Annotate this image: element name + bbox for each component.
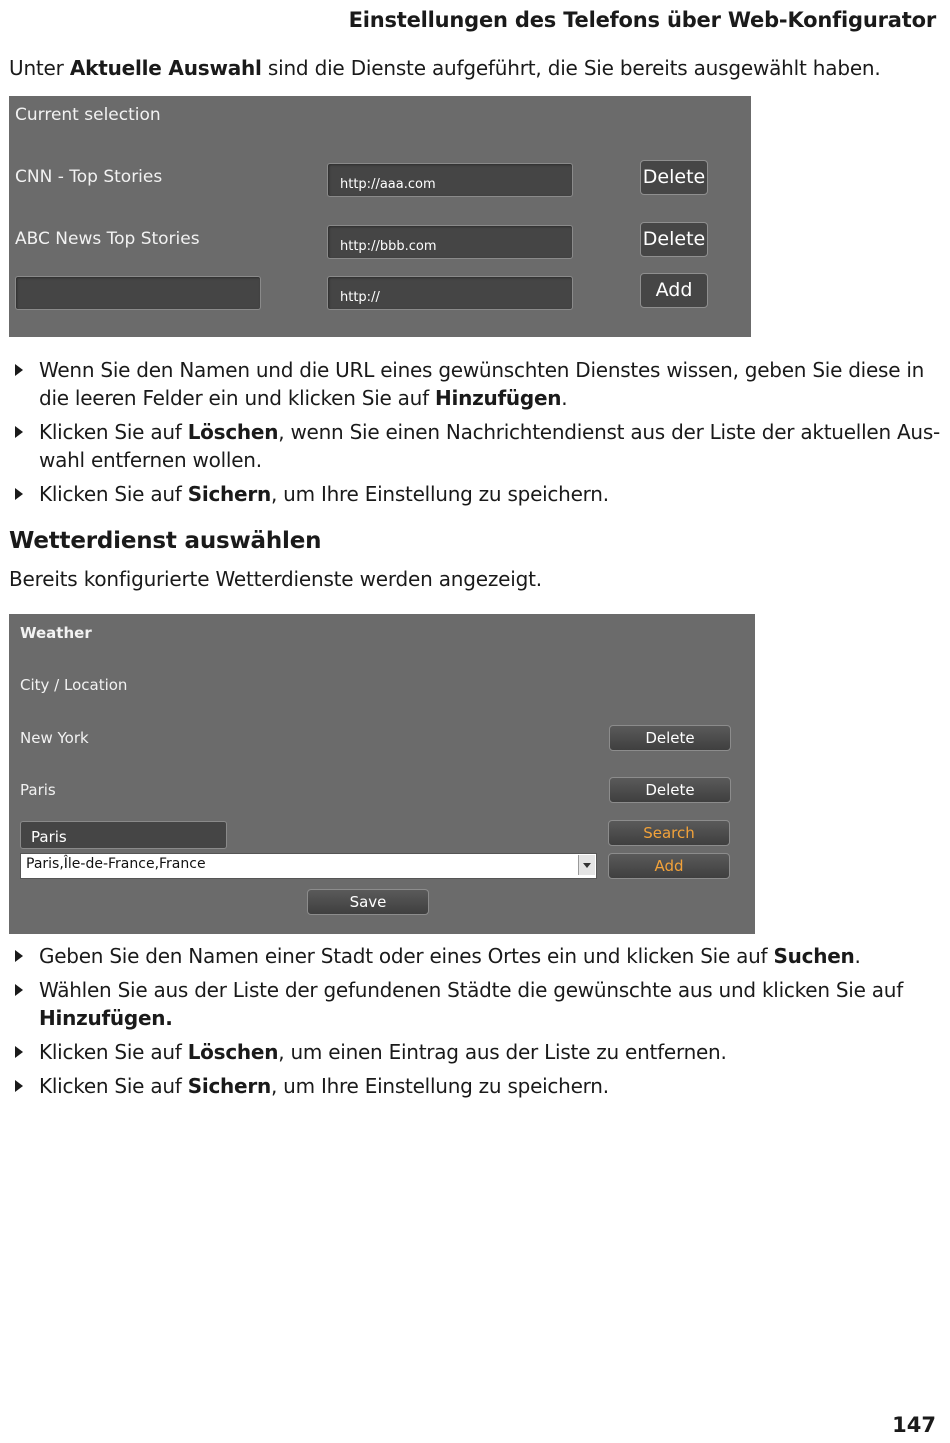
service-url-field[interactable]: http://bbb.com xyxy=(327,225,573,259)
list-item: Klicken Sie auf Sichern, um Ihre Einstellung zu speichern. xyxy=(9,1072,944,1100)
service-url-field[interactable]: http://aaa.com xyxy=(327,163,573,197)
delete-button[interactable]: Delete xyxy=(609,777,731,803)
column-label: City / Location xyxy=(20,676,128,694)
city-name: Paris xyxy=(20,781,56,799)
city-search-input[interactable]: Paris xyxy=(20,821,227,849)
bullet-arrow-icon xyxy=(15,1080,23,1092)
weather-panel xyxy=(9,614,755,934)
current-selection-panel xyxy=(9,96,751,337)
list-item: Wählen Sie aus der Liste der gefundenen Städte die gewünschte aus und klicken Sie auf Hinzufügen. xyxy=(9,976,944,1032)
bullet-arrow-icon xyxy=(15,950,23,962)
select-value: Paris,Île-de-France,France xyxy=(26,856,206,872)
chevron-down-icon xyxy=(583,863,591,868)
service-name: CNN - Top Stories xyxy=(15,167,163,187)
add-button[interactable]: Add xyxy=(640,273,708,308)
list-item: Wenn Sie den Namen und die URL eines gewünschten Dienstes wissen, geben Sie diese in die leeren Felder ein und klicken Sie auf Hinzufügen. xyxy=(9,356,944,412)
delete-button[interactable]: Delete xyxy=(640,160,708,195)
bullet-arrow-icon xyxy=(15,488,23,500)
panel-title: Weather xyxy=(20,624,92,642)
panel-title: Current selection xyxy=(15,105,161,125)
instruction-list-news xyxy=(9,356,944,514)
city-name: New York xyxy=(20,729,89,747)
section-heading: Wetterdienst auswählen xyxy=(9,528,322,554)
bullet-arrow-icon xyxy=(15,364,23,376)
page-number: 147 xyxy=(892,1413,936,1437)
add-button[interactable]: Add xyxy=(608,853,730,879)
service-name: ABC News Top Stories xyxy=(15,229,200,249)
delete-button[interactable]: Delete xyxy=(609,725,731,751)
save-button[interactable]: Save xyxy=(307,889,429,915)
intro-paragraph: Unter Aktuelle Auswahl sind die Dienste aufgeführt, die Sie bereits ausgewählt haben. xyxy=(9,56,881,80)
list-item: Klicken Sie auf Löschen, wenn Sie einen Nachrichtendienst aus der Liste der aktuellen Aus- wahl entfernen wollen. xyxy=(9,418,944,474)
city-result-select[interactable] xyxy=(20,853,597,879)
new-service-url-field[interactable]: http:// xyxy=(327,276,573,310)
delete-button[interactable]: Delete xyxy=(640,222,708,257)
list-item: Geben Sie den Namen einer Stadt oder eines Ortes ein und klicken Sie auf Suchen. xyxy=(9,942,944,970)
search-button[interactable]: Search xyxy=(608,820,730,846)
section-intro: Bereits konfigurierte Wetterdienste werden angezeigt. xyxy=(9,567,542,591)
bullet-arrow-icon xyxy=(15,1046,23,1058)
new-service-name-field[interactable] xyxy=(15,276,261,310)
dropdown-arrow[interactable] xyxy=(578,855,595,875)
instruction-list-weather xyxy=(9,942,944,1106)
bullet-arrow-icon xyxy=(15,984,23,996)
page-header: Einstellungen des Telefons über Web-Konfigurator xyxy=(348,8,936,32)
bullet-arrow-icon xyxy=(15,426,23,438)
list-item: Klicken Sie auf Sichern, um Ihre Einstellung zu speichern. xyxy=(9,480,944,508)
list-item: Klicken Sie auf Löschen, um einen Eintrag aus der Liste zu entfernen. xyxy=(9,1038,944,1066)
